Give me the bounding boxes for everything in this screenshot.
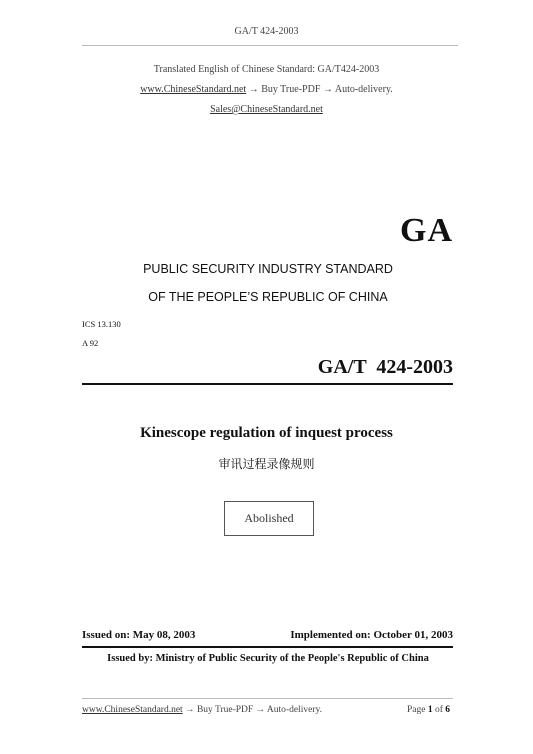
title-rule [82,383,453,385]
arrow-icon: → [185,705,195,715]
purchase-line [0,84,533,95]
total-pages: 6 [445,705,450,715]
email-link[interactable]: Sales@ChineseStandard.net [210,104,323,115]
site-link[interactable]: www.ChineseStandard.net [140,84,247,95]
running-header: GA/T 424-2003 [234,26,299,37]
of-label: of [434,705,443,715]
page-label: Page [406,705,426,715]
standard-number: GA/T 424-2003 [317,356,453,378]
header-divider [82,45,458,46]
footer-delivery-text: Auto-delivery. [266,705,322,715]
status-badge: Abolished [224,501,314,536]
arrow-icon: → [248,84,259,95]
footer-purchase-line [82,705,322,715]
buy-text: Buy True-PDF [261,84,321,95]
document-title-chinese: 审讯过程录像规则 [218,457,315,471]
arrow-icon: → [322,84,333,95]
delivery-text: Auto-delivery. [334,84,393,95]
standard-heading-line1: PUBLIC SECURITY INDUSTRY STANDARD [143,262,393,276]
ga-logo: GA [400,212,453,249]
ics-code: ICS 13.130 [82,319,121,329]
page-indicator [407,705,450,715]
dates-rule [82,646,453,648]
issued-date: Issued on: May 08, 2003 [82,629,196,641]
footer-buy-text: Buy True-PDF [196,705,254,715]
translation-note: Translated English of Chinese Standard: GA/T424-2003 [153,64,380,75]
page-number: 1 [427,705,433,715]
ccs-code: A 92 [82,338,99,348]
standard-heading-line2: OF THE PEOPLE’S REPUBLIC OF CHINA [148,290,388,304]
implemented-date: Implemented on: October 01, 2003 [290,629,453,641]
issuer: Issued by: Ministry of Public Security of the People's Republic of China [107,653,429,664]
document-title: Kinescope regulation of inquest process [140,425,393,441]
footer-divider [82,698,453,699]
arrow-icon: → [255,705,266,715]
email-line [0,104,533,115]
footer-site-link[interactable]: www.ChineseStandard.net [82,705,183,715]
